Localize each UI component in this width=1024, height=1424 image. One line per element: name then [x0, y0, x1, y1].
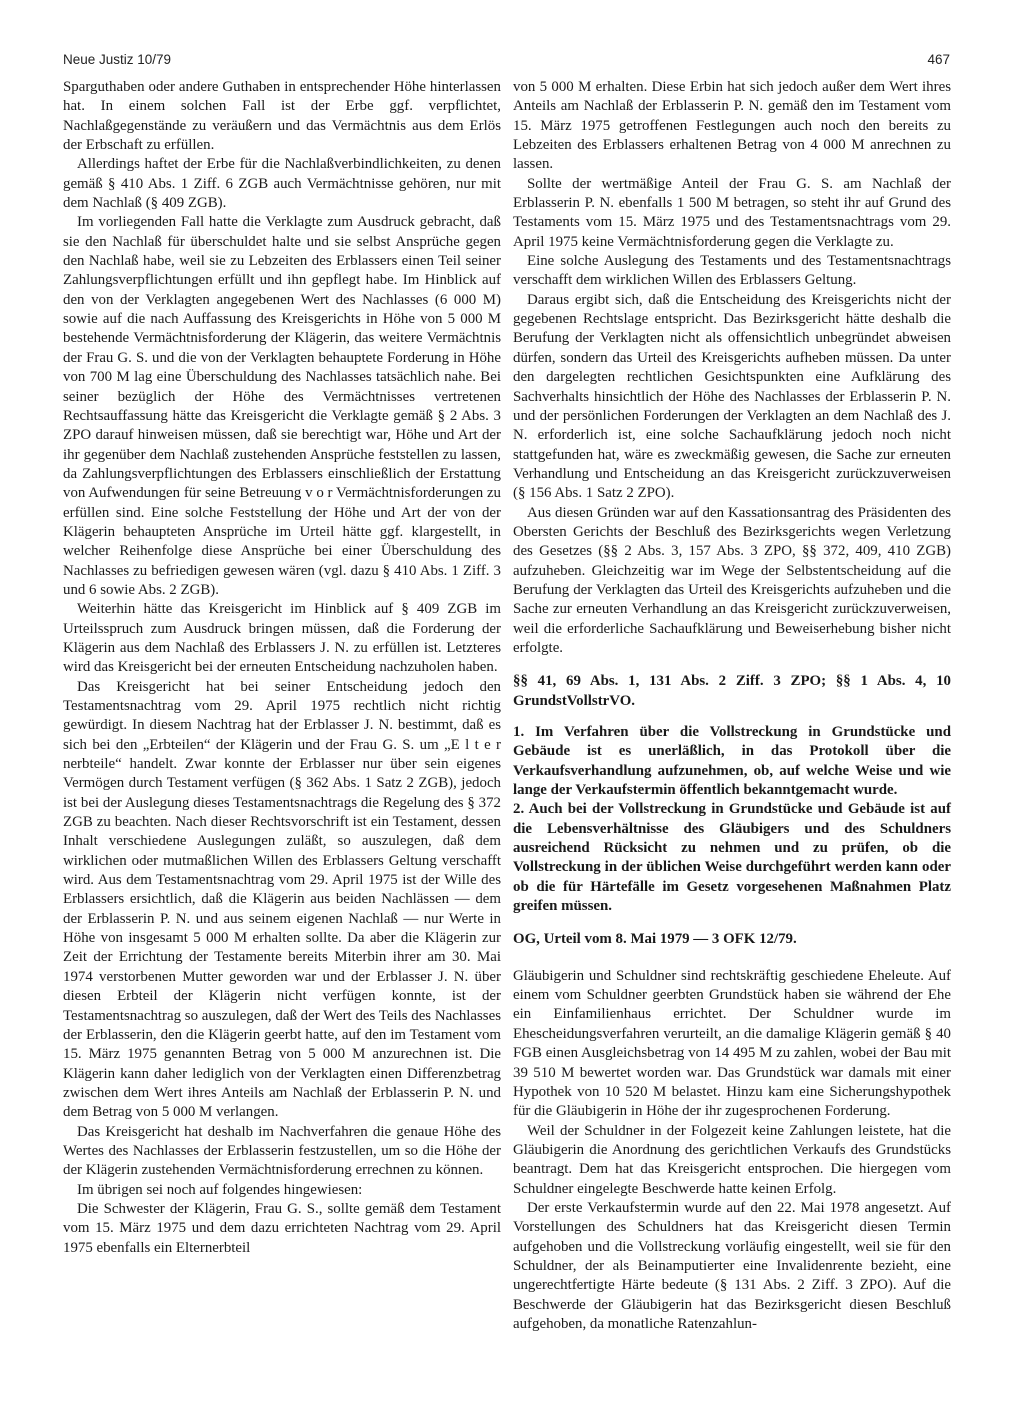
paragraph: Weiterhin hätte das Kreisgericht im Hinblick auf § 409 ZGB im Urteilsspruch zum Ausdruck bringen müssen, daß die Forderung der Klägerin aus dem Nachlaß des Erblassers J. N. zu erfüllen ist. Letzteres wird das Kreisgericht bei der erneuten Entscheidung nachzuholen haben. — [63, 601, 501, 676]
headnote-2: 2. Auch bei der Vollstreckung in Grundstücke und Gebäude ist auf die Lebensverhältnisse des Gläubigers und des Schuldners ausreichend Rücksicht zu nehmen und zu prüfen, ob die Vollstreckung in der üblichen Weise durchgeführt werden kann oder ob die für Härtefälle im Gesetz vorgesehenen Maßnahmen Platz greifen müssen. — [513, 801, 951, 915]
paragraph: Sparguthaben oder andere Guthaben in entsprechender Höhe hinterlassen hat. In einem solchen Fall ist der Erbe ggf. verpflichtet, Nachlaßgegenstände zu veräußern und das Vermächtnis aus dem Erlös der Erbschaft zu erfüllen. — [63, 79, 501, 154]
paragraph: Das Kreisgericht hat bei seiner Entscheidung jedoch den Testamentsnachtrag vom 29. April 1975 rechtlich nicht richtig gewürdigt. In diesem Nachtrag hat der Erblasser J. N. bestimmt, daß es sich bei den „Erbteilen“ der Klägerin und der Frau G. S. um „E l t e r nerbteile“ handelt. Zwar konnte der Erblasser nur über sein eigenes Vermögen durch Testament verfügen (§ 362 Abs. 1 Satz 2 ZGB), jedoch ist bei der Auslegung dieses Testamentsnachtrags die Regelung des § 372 ZGB zu beachten. Nach dieser Rechtsvorschrift ist ein Testament, dessen Inhalt verschiedene Auslegungen zuläßt, so auszulegen, daß dem wirklichen oder mutmaßlichen Willen des Erblassers Geltung verschafft wird. Aus dem Testamentsnachtrag vom 29. April 1975 ist der Wille des Erblassers ersichtlich, daß die Klägerin aus beiden Nachlässen — dem der Erblasserin P. N. und aus seinem eigenen Nachlaß — nur Werte in Höhe von insgesamt 5 000 M erhalten sollte. Da aber die Klägerin zur Zeit der Errichtung der Testamente bereits Miterbin ihrer am 30. Mai 1974 verstorbenen Mutter geworden war und der Erblasser J. N. über diesen Erbteil der Klägerin nicht verfügen konnte, ist der Testamentsnachtrag so auszulegen, daß der Wert des Teils des Nachlasses der Erblasserin, den die Klägerin geerbt hatte, auf den im Testament vom 15. März 1975 genannten Betrag von 5 000 M anzurechnen ist. Die Klägerin kann daher lediglich von der Verklagten einen Differenzbetrag zwischen dem Wert ihres Anteils am Nachlaß der Erblasserin P. N. und dem Betrag von 5 000 M verlangen. — [63, 678, 501, 1121]
paragraph: von 5 000 M erhalten. Diese Erbin hat sich jedoch außer dem Wert ihres Anteils am Nachlaß der Erblasserin P. N. gemäß den im Testament vom 15. März 1975 getroffenen Festlegungen auch noch den bereits zu Lebzeiten des Erblassers erhaltenen Betrag von 4 000 M anrechnen zu lassen. — [513, 79, 951, 173]
left-column — [63, 78, 501, 1258]
paragraph: Eine solche Auslegung des Testaments und des Testamentsnachtrags verschafft dem wirklichen Willen des Erblassers Geltung. — [513, 253, 951, 289]
paragraph: Allerdings haftet der Erbe für die Nachlaßverbindlichkeiten, zu denen gemäß § 410 Abs. 1 Ziff. 6 ZGB auch Vermächtnisse gehören, nur mit dem Nachlaß (§ 409 ZGB). — [63, 156, 501, 212]
statute-reference-heading: §§ 41, 69 Abs. 1, 131 Abs. 2 Ziff. 3 ZPO; §§ 1 Abs. 4, 10 GrundstVollstrVO. — [513, 673, 951, 709]
paragraph: Weil der Schuldner in der Folgezeit keine Zahlungen leistete, hat die Gläubigerin die Anordnung des gerichtlichen Verkaufs des Grundstücks beantragt. Dem hat das Kreisgericht entsprochen. Die hiergegen vom Schuldner eingelegte Beschwerde hatte keinen Erfolg. — [513, 1122, 951, 1197]
running-head — [63, 52, 950, 67]
court-decision-citation: OG, Urteil vom 8. Mai 1979 — 3 OFK 12/79. — [513, 931, 797, 948]
headnote-1: 1. Im Verfahren über die Vollstreckung in Grundstücke und Gebäude ist es unerläßlich, in das Protokoll über die Verkaufsverhandlung aufzunehmen, ob, auf welche Weise und wie lange der Verkaufstermin öffentlich bekanntgemacht wurde. — [513, 724, 951, 799]
paragraph: Das Kreisgericht hat deshalb im Nachverfahren die genaue Höhe des Wertes des Nachlasses der Erblasserin festzustellen, um so die Höhe der der Klägerin zustehenden Vermächtnisforderung errechnen zu können. — [63, 1123, 501, 1179]
paragraph: Sollte der wertmäßige Anteil der Frau G. S. am Nachlaß der Erblasserin P. N. ebenfalls 1 500 M betragen, so steht ihr auf Grund des Testaments vom 15. März 1975 und des Testamentsnachtrags vom 29. April 1975 keine Vermächtnisforderung gegen die Verklagte zu. — [513, 175, 951, 250]
journal-title: Neue Justiz 10/79 — [63, 52, 172, 67]
paragraph: Im vorliegenden Fall hatte die Verklagte zum Ausdruck gebracht, daß sie den Nachlaß für überschuldet halte und sie selbst Ansprüche gegen den Nachlaß habe, weil sie zu Lebzeiten des Erblassers einen Teil seiner Zahlungsverpflichtungen erfüllt und ihn gepflegt habe. Im Hinblick auf den von der Verklagten angegebenen Wert des Nachlasses (6 000 M) sowie auf die nach Auffassung des Kreisgerichts in Höhe von 5 000 M bestehende Vermächtnisforderung der Klägerin, das weitere Vermächtnis der Frau G. S. und die von der Verklagten behauptete Forderung in Höhe von 700 M lag eine Überschuldung des Nachlasses tatsächlich nahe. Bei seiner bezüglich der Höhe des Vermächtnisses vertretenen Rechtsauffassung hätte das Kreisgericht die Verklagte gemäß § 2 Abs. 3 ZPO darauf hinweisen müssen, daß sie berechtigt war, Höhe und Art der ihr gegenüber dem Nachlaß zustehenden Ansprüche feststellen zu lassen, da Zahlungsverpflichtungen des Erblassers einschließlich der Erstattung von Aufwendungen für seine Betreuung v o r Vermächtnisforderungen zu erfüllen sind. Eine solche Feststellung der Höhe und Art der von der Klägerin behaupteten Ansprüche im Urteil hätte ggf. klargestellt, in welcher Reihenfolge diese Ansprüche bei einer Überschuldung des Nachlasses zu befriedigen gewesen wären (vgl. dazu § 410 Abs. 1 Ziff. 3 und 6 sowie Abs. 2 ZGB). — [63, 214, 501, 598]
paragraph: Die Schwester der Klägerin, Frau G. S., sollte gemäß dem Testament vom 15. März 1975 und dem dazu errichteten Nachtrag vom 29. April 1975 ebenfalls ein Elternerbteil — [63, 1200, 501, 1256]
paragraph: Im übrigen sei noch auf folgendes hingewiesen: — [77, 1181, 363, 1198]
paragraph: Daraus ergibt sich, daß die Entscheidung des Kreisgerichts nicht der gegebenen Rechtslage entspricht. Das Bezirksgericht hätte deshalb die Berufung der Verklagten nicht als offensichtlich unbegründet abweisen dürfen, sondern das Urteil des Kreisgerichts aufheben müssen. Da unter den dargelegten rechtlichen Gesichtspunkten eine Aufklärung des Sachverhalts hinsichtlich der Höhe des Nachlasses der Erblasserin P. N. und der persönlichen Forderungen der Verklagten an dem Nachlaß des J. N. erforderlich ist, eine solche Sachaufklärung jedoch noch nicht stattgefunden hat, wäre es zweckmäßig gewesen, die Sache zur erneuten Verhandlung und Entscheidung an das Kreisgericht zurückzuverweisen (§ 156 Abs. 1 Satz 2 ZPO). — [513, 291, 951, 502]
page-number: 467 — [927, 52, 950, 67]
paragraph: Der erste Verkaufstermin wurde auf den 22. Mai 1978 angesetzt. Auf Vorstellungen des Schuldners hat das Kreisgericht diesen Termin aufgehoben und die Vollstreckung vorläufig eingestellt, weil sie für den Schuldner, der als Beinamputierter eine Invalidenrente bezieht, eine ungerechtfertigte Härte bedeute (§ 131 Abs. 2 Ziff. 3 ZPO). Auf die Beschwerde der Gläubigerin hat das Bezirksgericht diesen Beschluß aufgehoben, da monatliche Ratenzahlun- — [513, 1199, 951, 1332]
paragraph: Gläubigerin und Schuldner sind rechtskräftig geschiedene Eheleute. Auf einem vom Schuldner geerbten Grundstück haben sie während der Ehe ein Einfamilienhaus errichtet. Der Schuldner wurde im Ehescheidungsverfahren verurteilt, an die damalige Klägerin gemäß § 40 FGB einen Ausgleichsbetrag von 14 495 M zu zahlen, wobei der Bau mit 39 510 M bewertet worden war. Das Grundstück war damals mit einer Hypothek von 10 520 M belastet. Hinzu kam eine Sicherungshypothek für die Gläubigerin in Höhe der ihr zugesprochenen Forderung. — [513, 967, 951, 1120]
right-column — [513, 78, 951, 1334]
paragraph: Aus diesen Gründen war auf den Kassationsantrag des Präsidenten des Obersten Gerichts der Beschluß des Bezirksgerichts wegen Verletzung des Gesetzes (§§ 2 Abs. 3, 157 Abs. 3 ZPO, §§ 372, 409, 410 ZGB) aufzuheben. Gleichzeitig war im Wege der Selbstentscheidung auf die Berufung der Verklagten das Urteil des Kreisgerichts aufzuheben und die Sache zur erneuten Verhandlung an das Kreisgericht zurückzuverweisen, weil die erforderliche Sachaufklärung und Beweiserhebung bisher nicht erfolgte. — [513, 504, 951, 656]
